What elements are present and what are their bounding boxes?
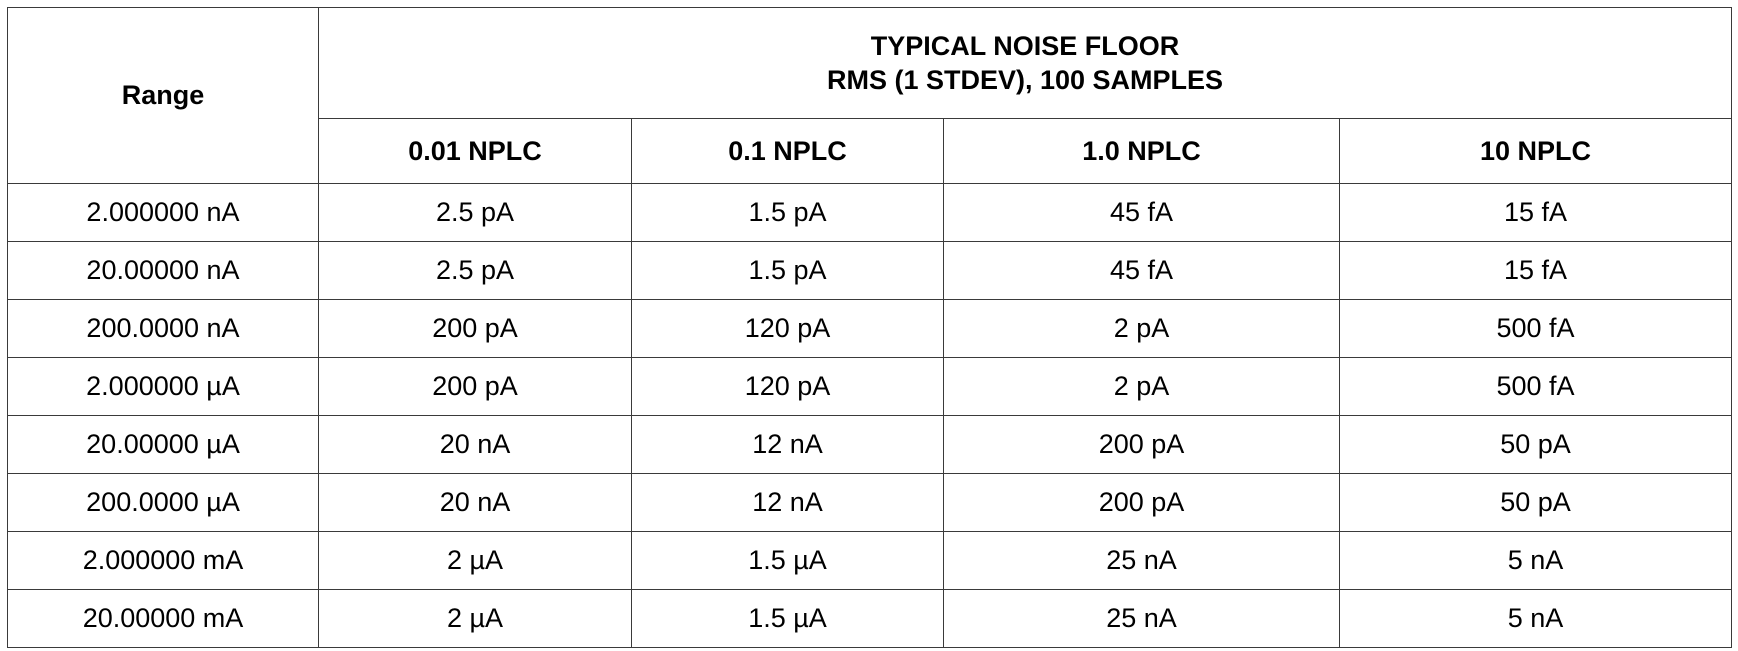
noise-floor-table xyxy=(7,7,1732,648)
noise-cell: 12 nA xyxy=(632,416,944,474)
noise-cell: 1.5 µA xyxy=(632,590,944,648)
header-row-group xyxy=(8,8,1732,119)
table-row xyxy=(8,184,1732,242)
noise-cell: 120 pA xyxy=(632,300,944,358)
noise-cell: 1.5 pA xyxy=(632,184,944,242)
group-header-line1: TYPICAL NOISE FLOOR xyxy=(870,31,1180,61)
noise-cell: 2 µA xyxy=(319,532,632,590)
noise-cell: 25 nA xyxy=(944,532,1340,590)
noise-cell: 15 fA xyxy=(1340,242,1732,300)
noise-cell: 25 nA xyxy=(944,590,1340,648)
noise-cell: 5 nA xyxy=(1340,590,1732,648)
noise-floor-table-container xyxy=(7,7,1732,648)
table-row xyxy=(8,474,1732,532)
noise-cell: 1.5 µA xyxy=(632,532,944,590)
noise-cell: 200 pA xyxy=(319,358,632,416)
noise-cell: 200 pA xyxy=(944,416,1340,474)
noise-cell: 120 pA xyxy=(632,358,944,416)
noise-cell: 20 nA xyxy=(319,474,632,532)
noise-cell: 2 pA xyxy=(944,300,1340,358)
range-cell: 20.00000 µA xyxy=(8,416,319,474)
table-row xyxy=(8,300,1732,358)
noise-cell: 200 pA xyxy=(944,474,1340,532)
noise-cell: 20 nA xyxy=(319,416,632,474)
table-row xyxy=(8,358,1732,416)
column-header-1.0-nplc: 1.0 NPLC xyxy=(944,119,1340,184)
range-cell: 2.000000 µA xyxy=(8,358,319,416)
column-header-0.1-nplc: 0.1 NPLC xyxy=(632,119,944,184)
table-row xyxy=(8,242,1732,300)
noise-cell: 50 pA xyxy=(1340,416,1732,474)
typical-noise-floor-header xyxy=(319,8,1732,119)
range-cell: 2.000000 nA xyxy=(8,184,319,242)
noise-cell: 45 fA xyxy=(944,242,1340,300)
group-header-line2: RMS (1 STDEV), 100 SAMPLES xyxy=(826,65,1224,95)
range-column-header: Range xyxy=(8,8,319,184)
noise-cell: 2 pA xyxy=(944,358,1340,416)
noise-cell: 12 nA xyxy=(632,474,944,532)
noise-cell: 1.5 pA xyxy=(632,242,944,300)
table-row xyxy=(8,532,1732,590)
noise-cell: 15 fA xyxy=(1340,184,1732,242)
range-cell: 200.0000 nA xyxy=(8,300,319,358)
noise-cell: 500 fA xyxy=(1340,300,1732,358)
range-cell: 2.000000 mA xyxy=(8,532,319,590)
column-header-0.01-nplc: 0.01 NPLC xyxy=(319,119,632,184)
range-cell: 200.0000 µA xyxy=(8,474,319,532)
noise-cell: 50 pA xyxy=(1340,474,1732,532)
noise-cell: 200 pA xyxy=(319,300,632,358)
noise-cell: 45 fA xyxy=(944,184,1340,242)
noise-cell: 5 nA xyxy=(1340,532,1732,590)
noise-cell: 2 µA xyxy=(319,590,632,648)
range-cell: 20.00000 mA xyxy=(8,590,319,648)
noise-cell: 2.5 pA xyxy=(319,242,632,300)
noise-cell: 500 fA xyxy=(1340,358,1732,416)
range-cell: 20.00000 nA xyxy=(8,242,319,300)
noise-cell: 2.5 pA xyxy=(319,184,632,242)
table-row xyxy=(8,590,1732,648)
column-header-10-nplc: 10 NPLC xyxy=(1340,119,1732,184)
table-row xyxy=(8,416,1732,474)
